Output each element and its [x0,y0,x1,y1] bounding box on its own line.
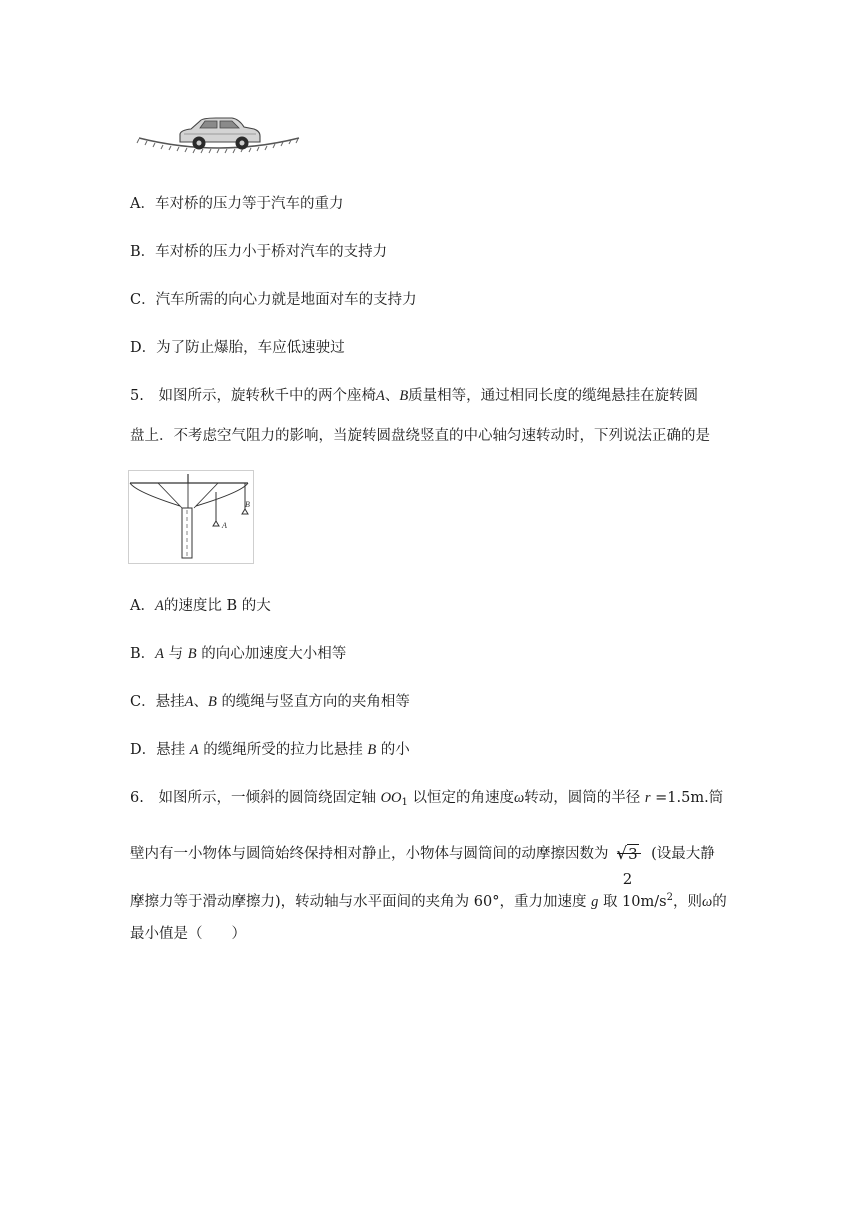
q4-option-b: B．车对桥的压力小于桥对汽车的支持力 [130,244,388,260]
q6-stem-line4: 最小值是（ ） [130,926,246,942]
figure-label-a: A [222,521,227,530]
q4-option-c: C．汽车所需的向心力就是地面对车的支持力 [130,292,417,308]
q6-stem-line1: 6. 如图所示，一倾斜的圆筒绕固定轴 $OO_1$ 以恒定的角速度ω转动，圆筒的半径 r =1.5m.筒 [130,790,724,808]
friction-coefficient-fraction: √3 2 [613,831,643,877]
q4-option-d: D．为了防止爆胎，车应低速驶过 [130,340,345,356]
q5-option-c: C．悬挂A、B 的缆绳与竖直方向的夹角相等 [130,694,410,710]
q6-stem-line3: 摩擦力等于滑动摩擦力)，转动轴与水平面间的夹角为 60°，重力加速度 g 取 $10m/s^2$，则ω的 [130,892,727,910]
rotating-swing-figure [128,470,254,564]
question-number: 5. [130,388,144,404]
car-on-bridge-figure [136,112,302,158]
q5-option-d: D．悬挂 A 的缆绳所受的拉力比悬挂 B 的小 [130,742,410,758]
q5-stem-line1: 5. 如图所示，旋转秋千中的两个座椅A、B质量相等，通过相同长度的缆绳悬挂在旋转圆 [130,388,699,404]
question-number: 6. [130,790,144,806]
q5-stem-line2: 盘上．不考虑空气阻力的影响，当旋转圆盘绕竖直的中心轴匀速转动时，下列说法正确的是 [130,428,710,444]
q4-option-a: A．车对桥的压力等于汽车的重力 [130,196,344,212]
figure-label-b: B [245,500,250,509]
q5-option-a: A．A的速度比 B 的大 [130,598,271,614]
q5-option-b: B．A 与 B 的向心加速度大小相等 [130,646,347,662]
q6-stem-line2: 壁内有一小物体与圆筒始终保持相对静止，小物体与圆筒间的动摩擦因数为 √3 2 (设最大静 [130,831,715,877]
